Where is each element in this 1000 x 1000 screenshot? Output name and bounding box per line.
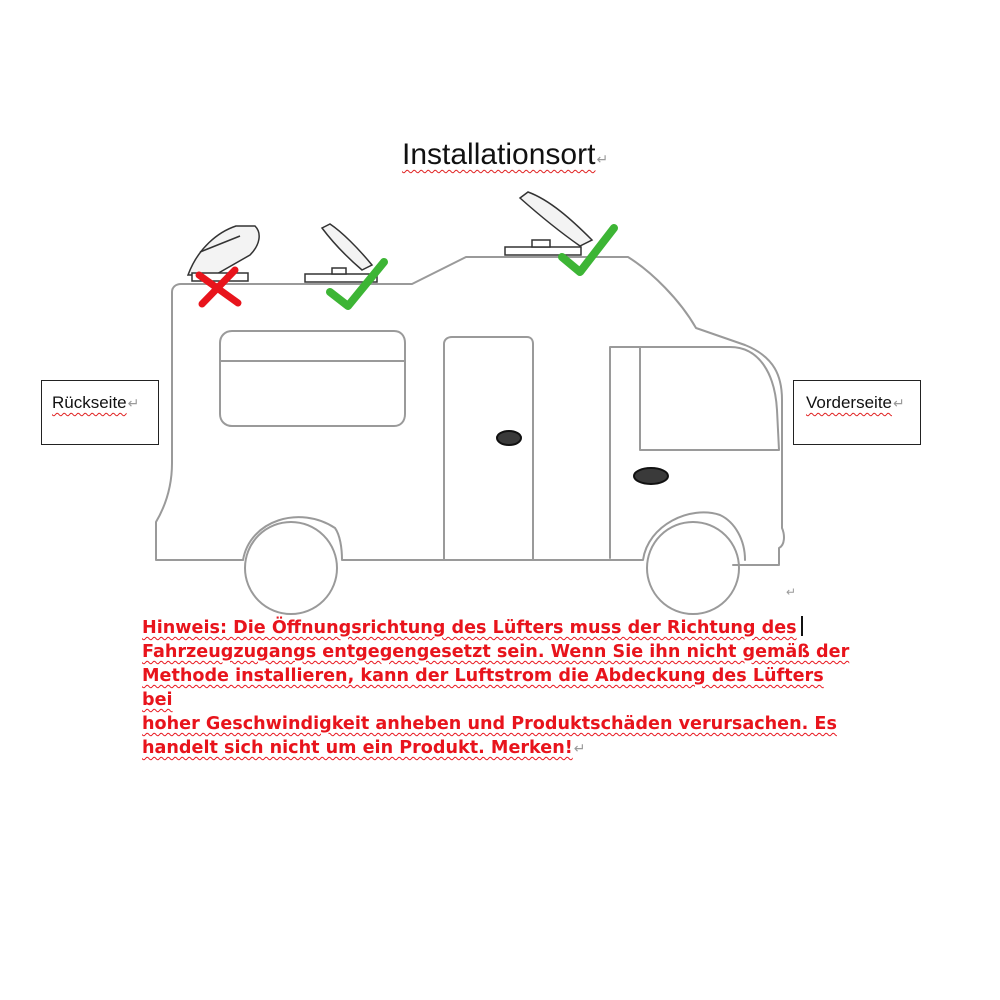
door-handle	[497, 431, 521, 445]
entry-door	[444, 337, 533, 560]
back-label	[52, 393, 139, 413]
title-text: Installationsort	[402, 138, 596, 171]
rear-wheel	[245, 522, 337, 614]
back-label-text: Rückseite	[52, 393, 127, 412]
roof-vent-front	[505, 192, 592, 255]
front-label	[806, 393, 905, 413]
note-line-4: hoher Geschwindigkeit anheben und Produktschäden verursachen. Es	[142, 714, 837, 734]
front-label-box	[793, 380, 921, 445]
cab-door	[610, 347, 779, 558]
note-line-5: handelt sich nicht um ein Produkt. Merken!	[142, 738, 573, 758]
paragraph-mark: ↵	[786, 585, 797, 599]
paragraph-mark: ↵	[573, 741, 586, 757]
side-window	[220, 331, 405, 426]
text-cursor	[801, 616, 803, 636]
front-label-text: Vorderseite	[806, 393, 892, 412]
motorhome-body-outline	[156, 257, 784, 565]
front-wheel	[647, 522, 739, 614]
paragraph-mark: ↵	[893, 395, 905, 411]
back-label-box	[41, 380, 159, 445]
roof-vent-middle	[305, 224, 377, 282]
paragraph-mark: ↵	[127, 395, 140, 411]
rear-wheel-arch	[243, 512, 745, 560]
note-line-3: Methode installieren, kann der Luftstrom die Abdeckung des Lüfters bei	[142, 666, 824, 710]
paragraph-mark: ↵	[596, 151, 609, 167]
warning-note	[142, 616, 852, 761]
note-line-2: Fahrzeugzugangs entgegengesetzt sein. Wenn Sie ihn nicht gemäß der	[142, 642, 850, 662]
cab-door-handle	[634, 468, 668, 484]
note-line-1: Hinweis: Die Öffnungsrichtung des Lüfters muss der Richtung des	[142, 618, 797, 638]
